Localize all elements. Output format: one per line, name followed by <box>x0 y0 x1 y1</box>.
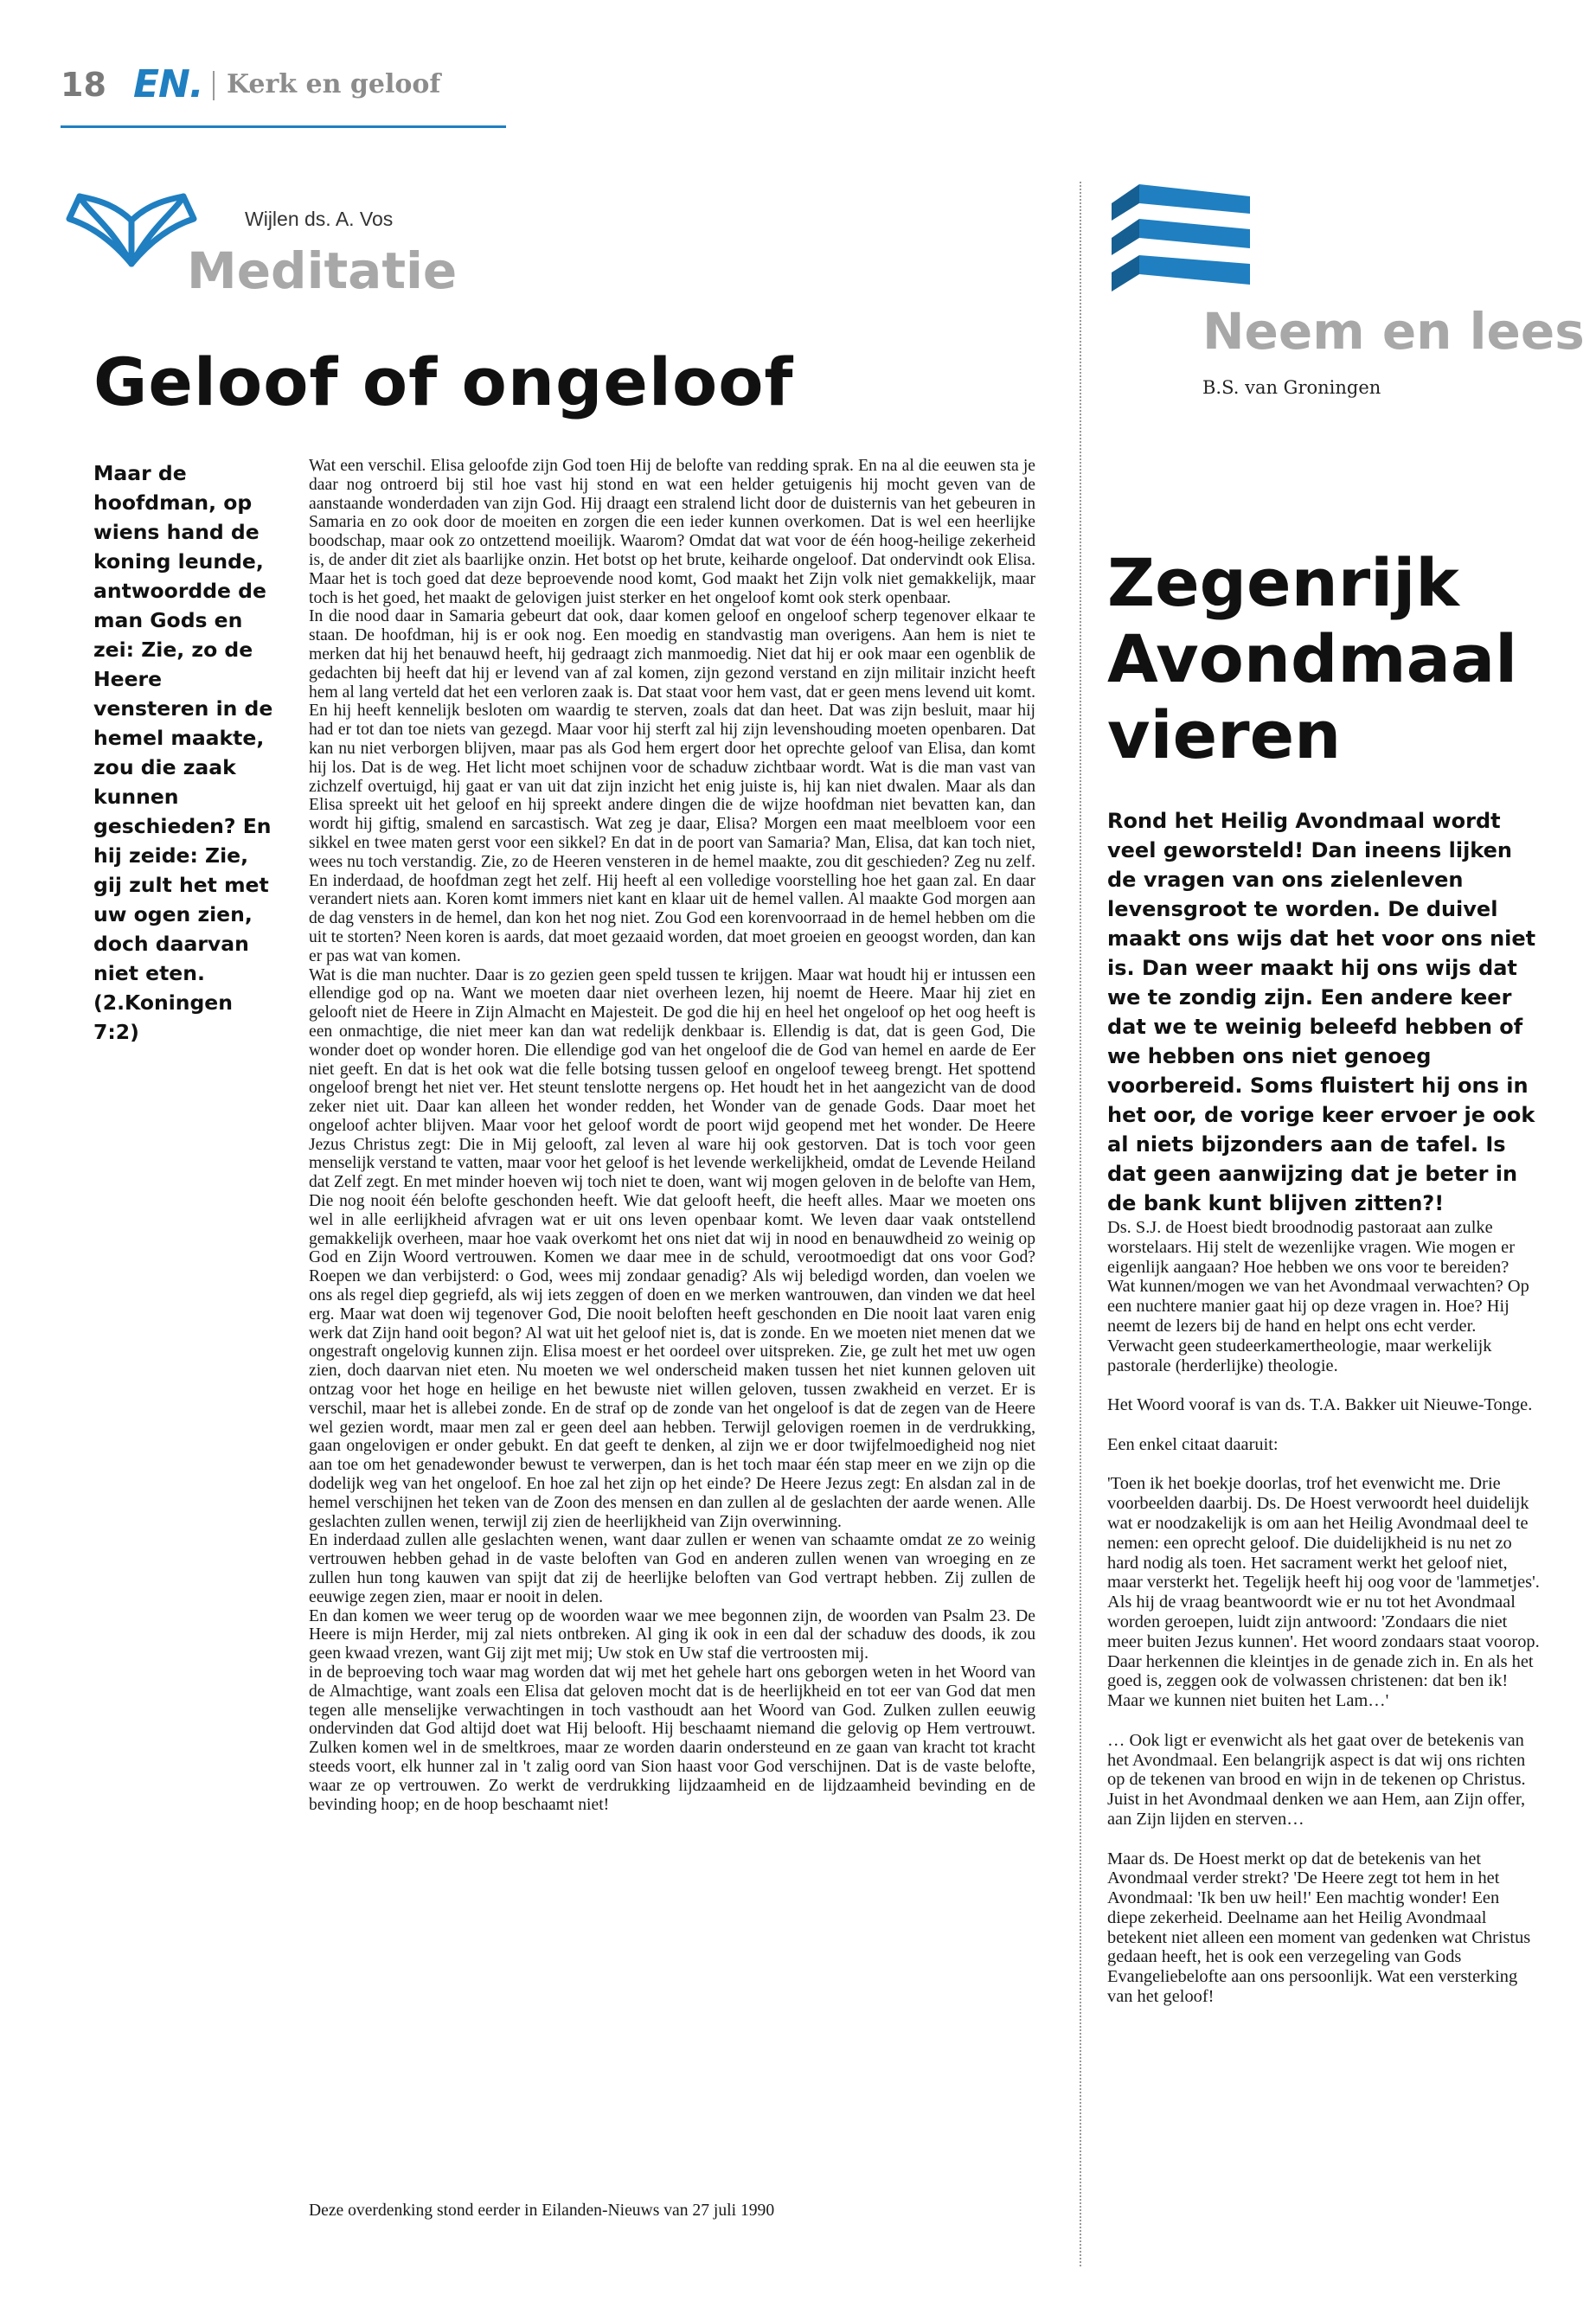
review-paragraph: Het Woord vooraf is van ds. T.A. Bakker uit Nieuwe-Tonge. <box>1107 1395 1533 1415</box>
review-author: B.S. van Groningen <box>1202 377 1381 398</box>
column-divider <box>1080 182 1081 2266</box>
body-paragraph: Wat is die man nuchter. Daar is zo gezien geen speld tussen te krijgen. Maar wat houdt hij er intussen een ellendige god op na. Want we moeten daar niet overheen lezen, hij noemt de Heere. Maar hij ziet en gelooft niet de Heere in Zijn Almacht en Majesteit. De god die hij en heel het ongeloof op het oog heeft is een onmachtige, die niet meer kan dan wat redelijk denkbaar is. Ellendig is dat, dat is geen God, Die wonder doet op wonder horen. Die ellendige god van het ongeloof die de God van hemel en aarde de Eer niet geeft. En dat is het ook wat die felle botsing tussen geloof en ongeloof teweeg brengt. Het spottend ongeloof brengt het niet ver. Het steunt tenslotte nergens op. Het houdt het in het aangezicht van de dood zeker niet uit. Daar kan alleen het wonder redden, het Wonder van de genade Gods. Daar moet het ongeloof achter blijven. Maar voor het geloof wordt de poort wijd geopend met het wonder. De Heere Jezus Christus zegt: Die in Mij gelooft, zal leven al ware hij ook gestorven. Dat is toch voor geen menselijk verstand te vatten, maar voor het geloof is het levende werkelijkheid, omdat de Levende Heiland dat Zelf zegt. En met minder hoeven wij toch niet te doen, want wij mogen geloven in de belofte van Hem, Die nog nooit één belofte geschonden heeft. Wie dat gelooft heeft, die heeft alles. Maar we moeten ons wel in alle eerlijkheid afvragen wat er uit ons leven openbaar komt. We leven daar vaak ontstellend gemakkelijk overheen, maar hoe vaak overkomt het ons niet dat wij in nood en benauwdheid zo weinig op God en Zijn Woord vertrouwen. Komen we daar mee in de schuld, verootmoedigt dat ons voor God? Roepen we dan verbijsterd: o God, wees mij zondaar genadig? Als wij beledigd worden, dan voelen we ons als regel diep gegriefd, als wij iets zeggen of doen en we merken wantrouwen, dan vinden we dat heel erg. Maar wat doen wij tegenover God, Die nooit beloften heeft geschonden en Die nooit laat varen enig werk dat Zijn hand ooit begon? Al wat uit het geloof niet is, dat is zonde. En we moeten niet menen dat we ongestraft ongelovig kunnen zijn. Elisa moest er het oordeel over uitspreken. Zie, ge zult het met uw ogen zien, doch daarvan niet eten. Nu moeten we wel onderscheid maken tussen het niet kunnen geloven uit ontzag voor het hoge en heilige en het bewuste niet willen geloven, tussen zwakheid en verzet. Er is verschil, maar het is allebei zonde. En de straf op de zonde van het ongeloof is dat de zegen van de Heere wel gezien wordt, maar men zal er geen deel aan hebben. Terwijl gelovigen roemen in de verdrukking, gaan ongelovigen er onder gebukt. En dat geeft te denken, al zijn we er door twijfelmoedigheid nog niet aan toe om het genadewonder bewust te verwerpen, dan is het toch maar één stap meer en we zijn op die dodelijk weg van het ongeloof. En hoe zal het zijn op het einde? De Heere Jezus zegt: En alsdan zal in de hemel verschijnen het teken van de Zoon des mensen en dan zullen al de geslachten der aarde wenen. Alle geslachten zullen wenen, terwijl zij zien de heerlijkheid van Zijn overwinning. <box>309 965 1035 1531</box>
header-rule <box>61 125 506 128</box>
meditatie-author: Wijlen ds. A. Vos <box>245 208 394 230</box>
review-paragraph: Ds. S.J. de Hoest biedt broodnodig pastoraat aan zulke worstelaars. Hij stelt de wezenlijke vragen. Wie mogen er eigenlijk aangaan? Hoe hebben we ons voor te bereiden? Wat kunnen/mogen we van het Avondmaal verwachten? Op een nuchtere manier gaat hij op deze vragen in. Hoe? Hij neemt de lezers bij de hand en helpt ons echt verder. Verwacht geen studeerkamertheologie, maar werkelijk pastorale (herderlijke) theologie. <box>1107 1218 1529 1375</box>
meditatie-body <box>309 457 1035 1814</box>
header-separator <box>213 71 215 100</box>
article-title: Geloof of ongeloof <box>93 343 794 420</box>
review-intro: Rond het Heilig Avondmaal wordt veel geworsteld! Dan ineens lijken de vragen van ons zielenleven levensgroot te worden. De duivel maakt ons wijs dat het voor ons niet is. Dan weer maakt hij ons wijs dat we te zondig zijn. Een andere keer dat we te weinig beleefd hebben of we hebben ons niet genoeg voorbereid. Soms fluistert hij ons in het oor, de vorige keer ervoer je ook al niets bijzonders aan de tafel. Is dat geen aanwijzing dat je beter in de bank kunt blijven zitten?! <box>1107 809 1536 1215</box>
body-paragraph: in de beproeving toch waar mag worden dat wij met het gehele hart ons geborgen weten in het Woord van de Almachtige, want zoals een Elisa dat geloven mocht dat is de heerlijkheid en tot eer van God dat men tegen alle menselijke verwachtingen in toch vasthoudt aan het Woord van God. Zulken zullen eeuwig ondervinden dat God altijd doet wat Hij belooft. Hij beschaamt niemand die gelovig op Hem vertrouwt. Zulken komen wel in de smeltkroes, maar ze worden daarin ondersteund en ze gaan van kracht tot kracht steeds voort, elk hunner zal in 't zalig oord van Sion haast voor God verschijnen. Dat is de vaste belofte, waar ze op vertrouwen. Zo werkt de verdrukking lijdzaamheid en de lijdzaamheid bevinding en de bevinding hoop; en de hoop beschaamt niet! <box>309 1663 1035 1814</box>
headline-line: Zegenrijk <box>1107 544 1459 621</box>
neem-en-lees-label: Neem en lees <box>1202 302 1585 361</box>
page-number: 18 <box>61 66 106 104</box>
review-headline <box>1107 545 1574 773</box>
review-paragraph: … Ook ligt er evenwicht als het gaat over de betekenis van het Avondmaal. Een belangrijk aspect is dat wij ons richten op de tekenen van brood en wijn in de tekenen op Christus. Juist in het Avondmaal denken we aan Hem, aan Zijn offer, aan Zijn lijden en sterven… <box>1107 1730 1526 1829</box>
body-paragraph: Wat een verschil. Elisa geloofde zijn God toen Hij de belofte van redding sprak. En na al die eeuwen sta je daar nog ontroerd bij stil hoe vast hij stond en wat een helder getuigenis hij mocht geven van de aanstaande wonderdaden van zijn God. Hij draagt een stralend licht door de duisternis van het gebeuren in Samaria en zo ook door de moeiten en zorgen die een ieder kunnen overkomen. Dat is wel een heerlijke boodschap, maar ook zo ontzettend moeilijk. Waarom? Omdat dat wat voor de één hoog-heilige zekerheid is, de ander dit ziet als baarlijke onzin. Het botst op het brute, keiharde ongeloof. Dat ondervindt ook Elisa. Maar het is toch goed dat deze beproevende nood komt, God maakt het Zijn volk niet gemakkelijk, maar toch is het goed, het maakt de gelovigen juist sterker en het ongeloof komt ook sterk openbaar. <box>309 457 1035 607</box>
section-name: Kerk en geloof <box>227 69 441 99</box>
headline-line: vieren <box>1107 696 1342 773</box>
review-paragraph: Maar ds. De Hoest merkt op dat de betekenis van het Avondmaal verder strekt? 'De Heere zegt tot hem in het Avondmaal: 'Ik ben uw heil!' Een machtig wonder! Een diepe zekerheid. Deelname aan het Heilig Avondmaal betekent niet alleen een moment van gedenken wat Christus gedaan heeft, het is ook een verzegeling van Gods Evangeliebelofte aan ons persoonlijk. Wat een versterking van het geloof! <box>1107 1849 1531 2007</box>
body-paragraph: En dan komen we weer terug op de woorden waar we mee begonnen zijn, de woorden van Psalm 23. De Heere is mijn Herder, mij zal niets ontbreken. Al ging ik ook in een dal der schaduw des doods, ik zou geen kwaad vrezen, want Gij zijt met mij; Uw stok en Uw staf die vertroosten mij. <box>309 1606 1035 1663</box>
scripture-quote: Maar de hoofdman, op wiens hand de koning leunde, antwoordde de man Gods en zei: Zie, zo de Heere vensteren in de hemel maakte, zou die zaak kunnen geschieden? En hij zeide: Zie, gij zult het met uw ogen zien, doch daarvan niet eten. (2.Koningen 7:2) <box>93 461 273 1044</box>
stacked-books-icon <box>1105 177 1256 307</box>
body-paragraph: En inderdaad zullen alle geslachten wenen, want daar zullen er wenen van schaamte omdat ze zo weinig vertrouwen hebben gehad in de vaste beloften van God en anderen zullen wenen van wroeging en ze zullen hun tong kauwen van spijt dat zij de heerlijke beloften van God vertrapt hebben. Zij zullen de eeuwige zegen zien, maar er nooit in delen. <box>309 1531 1035 1606</box>
headline-line: Avondmaal <box>1107 620 1518 697</box>
source-note: Deze overdenking stond eerder in Eilanden-Nieuws van 27 juli 1990 <box>309 2202 775 2220</box>
body-paragraph: In die nood daar in Samaria gebeurt dat ook, daar komen geloof en ongeloof scherp tegenover elkaar te staan. De hoofdman, hij is er ook nog. Een moedig en standvastig man overigens. Aan hem is niet te merken dat hij het benauwd heeft, hij gedraagt zich manmoedig. Niet dat hij er ook maar een ogenblik de gedachten bij heeft dat hij er levend van af zal komen, zijn gezond verstand en zijn militair inzicht heeft hem al lang verteld dat het een verloren zaak is. Dat staat voor hem vast, dat er geen mens levend uit komt. En hij heeft kennelijk besloten om waardig te sterven, zoals dat dan heet. Dat was zijn besluit, maar hij had er tot dan toe niets van gezegd. Maar voor hij sterft zal hij zijn levenshouding moeten openbaren. Dat kan nu niet verborgen blijven, maar pas als God hem ergert door het oprechte geloof van Elisa, dan komt hij los. Dat is de weg. Het licht moet schijnen voor de schaduw zichtbaar wordt. Wat is die man vast van zichzelf overtuigd, hij gaat er van uit dat zijn inzicht het enig juiste is, hij kan niet dwalen. Maar als dan Elisa spreekt uit het geloof en hij spreekt andere dingen die de wijze hoofdman niet bevatten kan, dan wordt hij giftig, smalend en sarcastisch. Wat zeg je daar, Elisa? Morgen een maat meelbloem voor een sikkel en twee maten gerst voor een sikkel? En dat in de poort van Samaria? Man, Elisa, dat kan toch niet, wees nu toch verstandig. Zie, zo de Heeren vensteren in de hemel maakte, zou dit geschieden? Zeg nu zelf. En inderdaad, de hoofdman zegt het zelf. Hij heeft al een volledige voorstelling hoe het gaan zal. En daar verandert niets aan. Koren komt immers niet kant en klaar uit de hemel vallen. Al maakte God morgen aan de dag vensters in de hemel, dan kon het nog niet. Zou God een korenvoorraad in de hemel hebben om die uit te storten? Neen koren is aards, dat moet gezaaid worden, dat moet groeien en geoogst worden, dan kan er pas wat van komen. <box>309 607 1035 965</box>
review-paragraph: Een enkel citaat daaruit: <box>1107 1434 1279 1454</box>
page-header <box>61 64 528 106</box>
meditatie-label: Meditatie <box>187 241 458 300</box>
publication-logo: EN. <box>133 62 203 106</box>
review-paragraph: 'Toen ik het boekje doorlas, trof het evenwicht me. Drie voorbeelden daarbij. Ds. De Hoest verwoordt heel duidelijk wat er noodzakelijk is om aan het Heilig Avondmaal deel te nemen: een oprecht geloof. Die duidelijkheid is nu net zo hard nodig als toen. Het sacrament werkt het geloof niet, maar versterkt het. Tegelijk heeft hij oog voor de 'lammetjes'. Als hij de vraag beantwoordt wie er nu tot het Avondmaal worden geroepen, luidt zijn antwoord: 'Zondaars die niet meer buiten Jezus kunnen'. Het woord zondaars staat voorop. Daar herkennen die kleintjes in de genade zich in. En als het goed is, zeggen ook de volwassen christenen: dat ben ik! Maar we kunnen niet buiten het Lam…' <box>1107 1474 1540 1711</box>
open-book-icon <box>62 177 201 279</box>
review-body <box>1107 1218 1540 2027</box>
